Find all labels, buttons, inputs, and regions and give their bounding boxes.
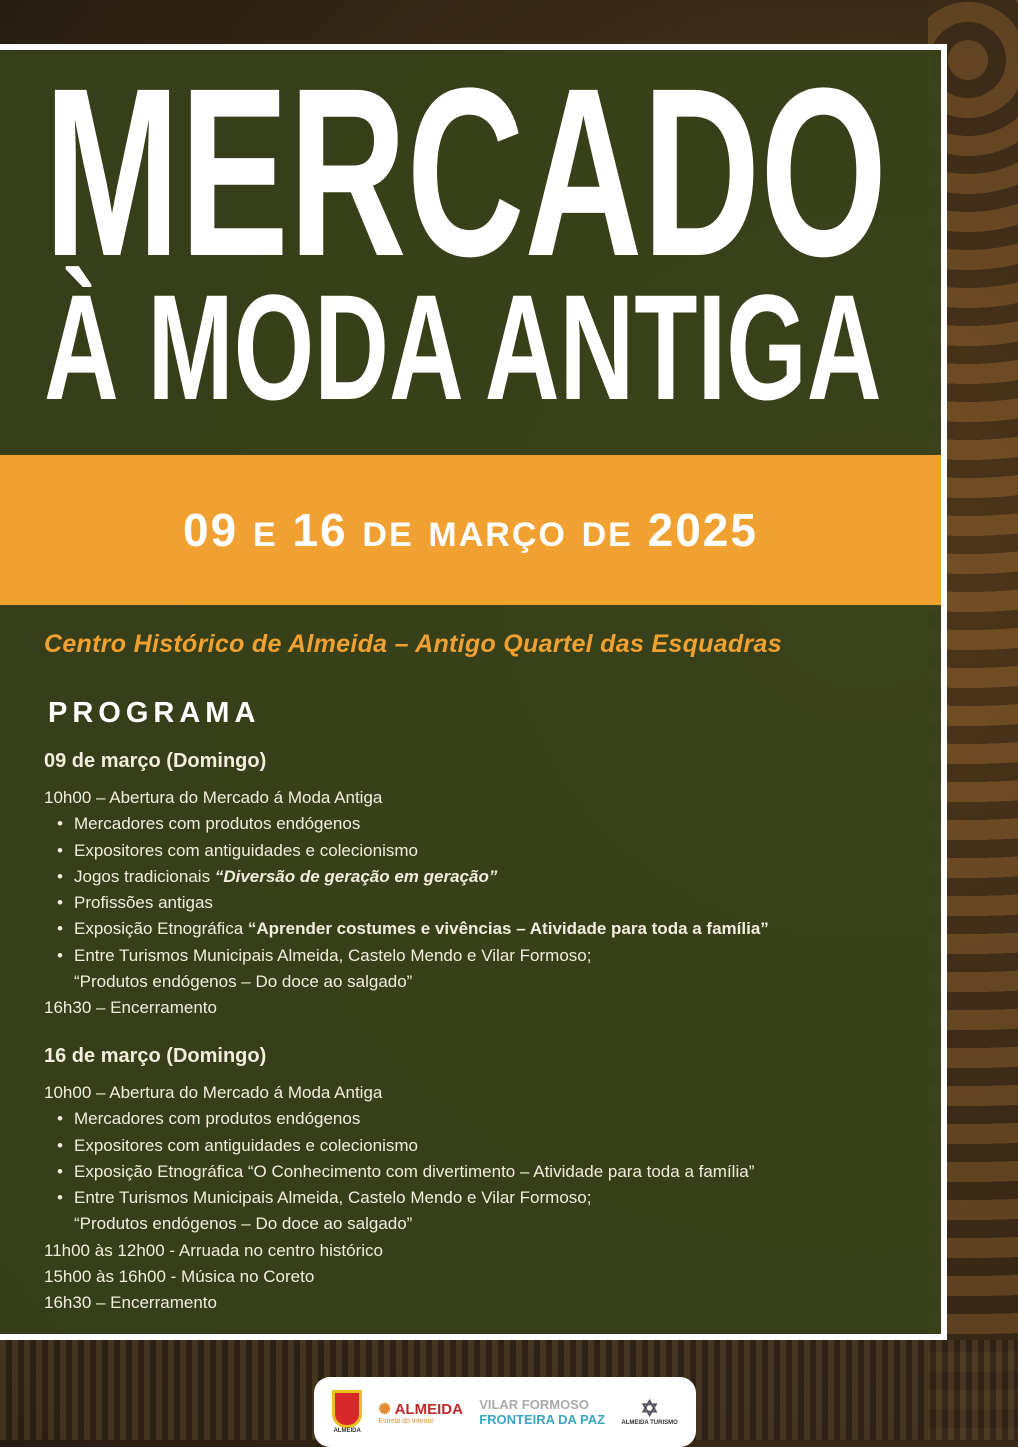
date-month: MARÇO: [428, 516, 567, 554]
item-text: 11h00 às 12h00 - Arruada no centro histórico: [44, 1240, 383, 1260]
item-text: Entre Turismos Municipais Almeida, Castelo Mendo e Vilar Formoso;: [74, 945, 592, 965]
item-emphasis: “Diversão de geração em geração”: [214, 866, 498, 886]
item-text: Exposição Etnográfica “O Conhecimento com divertimento – Atividade para toda a família”: [74, 1161, 755, 1181]
item-text: 10h00 – Abertura do Mercado á Moda Antiga: [44, 788, 383, 807]
star-icon: ✺: [378, 1400, 391, 1418]
program-line: [44, 1290, 754, 1316]
item-text: Exposição Etnográfica: [74, 919, 248, 939]
title-line-2: À MODA ANTIGA: [44, 263, 882, 431]
program-line: [44, 1264, 754, 1290]
item-text: Profissões antigas: [74, 893, 213, 913]
program-bullet-item: [44, 916, 769, 942]
almeida-tagline: Estrela do Interior: [378, 1417, 434, 1425]
title-line-1: MERCADO: [44, 38, 888, 306]
item-text: Entre Turismos Municipais Almeida, Castelo Mendo e Vilar Formoso;: [74, 1188, 592, 1208]
vilar-line-2: FRONTEIRA DA PAZ: [479, 1412, 606, 1427]
program-bullet-item: [44, 1159, 754, 1185]
almeida-logo: [378, 1400, 463, 1425]
almeida-turismo-logo: [621, 1398, 677, 1426]
date-de-2: DE: [581, 516, 633, 554]
day-heading: 16 de março (Domingo): [44, 1045, 267, 1067]
program-bullet-item: [44, 890, 769, 916]
almeida-logo-text: ALMEIDA: [394, 1400, 463, 1418]
item-text: 16h30 – Encerramento: [44, 998, 217, 1018]
program-line: [44, 969, 769, 995]
item-text: Mercadores com produtos endógenos: [74, 814, 361, 834]
turismo-label: ALMEIDA TURISMO: [621, 1420, 678, 1426]
date-and: E: [252, 516, 278, 554]
program-bullet-item: [44, 943, 769, 969]
program-bullet-item: [44, 864, 769, 890]
date-year: 2025: [647, 504, 758, 556]
star-icon: ✡: [640, 1396, 659, 1421]
event-date: [183, 503, 758, 557]
date-day-1: 09: [183, 504, 239, 556]
item-text: Mercadores com produtos endógenos: [74, 1109, 361, 1129]
program-bullet-item: [44, 1133, 754, 1159]
item-text: Expositores com antiguidades e colecionismo: [74, 1135, 418, 1155]
date-day-2: 16: [292, 504, 348, 556]
item-text: 16h30 – Encerramento: [44, 1293, 217, 1313]
almeida-crest-logo: [332, 1390, 362, 1434]
program-bullet-item: [44, 1106, 754, 1132]
item-text: Expositores com antiguidades e colecionismo: [74, 840, 418, 860]
day-heading: 09 de março (Domingo): [44, 750, 267, 772]
program-line: [44, 1080, 754, 1106]
vilar-formoso-logo: [479, 1397, 605, 1427]
crest-icon: [332, 1390, 362, 1428]
program-bullet-item: [44, 811, 769, 837]
location: Centro Histórico de Almeida – Antigo Quartel das Esquadras: [44, 630, 782, 658]
item-text: “Produtos endógenos – Do doce ao salgado”: [74, 972, 413, 992]
date-de: DE: [362, 516, 414, 554]
sponsor-logos: [314, 1377, 696, 1447]
program-line: [44, 1211, 754, 1237]
date-band: [0, 455, 941, 605]
program-line: [44, 1238, 754, 1264]
program-bullet-item: [44, 838, 769, 864]
item-text: “Produtos endógenos – Do doce ao salgado”: [74, 1214, 413, 1234]
item-text: 15h00 às 16h00 - Música no Coreto: [44, 1267, 315, 1287]
vilar-line-1: VILAR FORMOSO: [479, 1397, 589, 1412]
item-text: 10h00 – Abertura do Mercado á Moda Antiga: [44, 1083, 383, 1102]
day-2-program: [44, 1045, 754, 1317]
program-heading: PROGRAMA: [48, 697, 261, 729]
program-line: [44, 785, 769, 811]
program-bullet-item: [44, 1185, 754, 1211]
day-1-program: [44, 750, 769, 1022]
item-emphasis: “Aprender costumes e vivências – Atividade para toda a família”: [247, 919, 769, 939]
item-text: Jogos tradicionais: [74, 866, 215, 886]
crest-label: ALMEIDA: [333, 1428, 361, 1434]
program-line: [44, 995, 769, 1021]
